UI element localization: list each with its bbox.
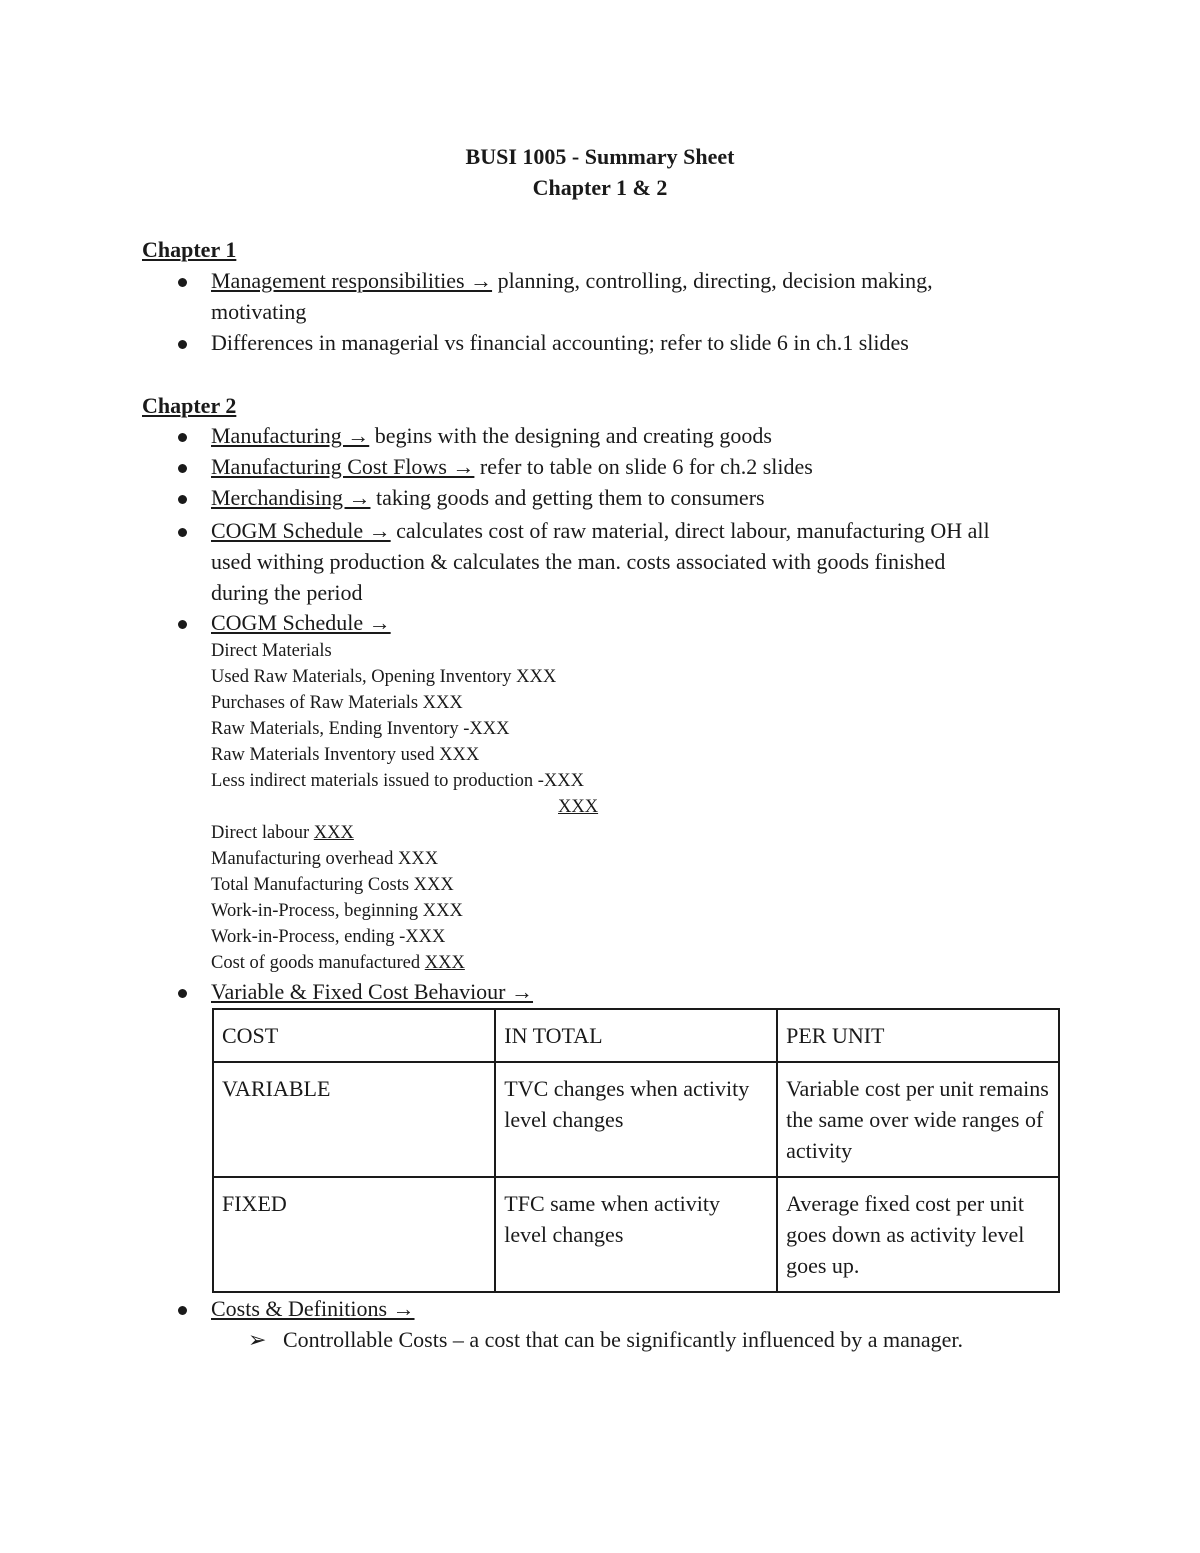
bullet-icon xyxy=(178,989,187,998)
bullet-icon xyxy=(178,620,187,629)
schedule-line: Work-in-Process, ending -XXX xyxy=(211,927,446,947)
schedule-line: Less indirect materials issued to production -XXX xyxy=(211,771,584,791)
schedule-line: Work-in-Process, beginning XXX xyxy=(211,901,463,921)
ch2-sub-bullet: Controllable Costs – a cost that can be significantly influenced by a manager. xyxy=(283,1327,963,1352)
ch2-bullet-7 xyxy=(211,1296,415,1322)
bullet-icon xyxy=(178,464,187,473)
bullet-icon xyxy=(178,278,187,287)
table-cell: TFC same when activity level changes xyxy=(495,1177,777,1292)
table-header-cell: PER UNIT xyxy=(777,1009,1059,1062)
schedule-value: XXX xyxy=(313,823,354,843)
ch2-b7-link: Costs & Definitions → xyxy=(211,1296,415,1321)
ch2-bullet-4-cont2: during the period xyxy=(211,580,363,605)
table-cell: FIXED xyxy=(213,1177,495,1292)
cost-behaviour-table xyxy=(212,1008,1060,1293)
table-row xyxy=(213,1009,1059,1062)
document-title: BUSI 1005 - Summary Sheet xyxy=(465,144,735,169)
ch2-b3-text: taking goods and getting them to consumers xyxy=(370,485,765,510)
schedule-label: Cost of goods manufactured xyxy=(211,953,425,973)
ch2-b4-link: COGM Schedule → xyxy=(211,518,391,543)
ch1-bullet-1-cont: motivating xyxy=(211,299,307,324)
ch2-b3-link: Merchandising → xyxy=(211,485,371,510)
ch2-bullet-4 xyxy=(211,518,990,544)
schedule-line: Total Manufacturing Costs XXX xyxy=(211,875,454,895)
ch2-b1-text: begins with the designing and creating goods xyxy=(369,423,772,448)
schedule-line: Manufacturing overhead XXX xyxy=(211,849,439,869)
bullet-icon xyxy=(178,495,187,504)
table-header-cell: IN TOTAL xyxy=(495,1009,777,1062)
ch2-bullet-2 xyxy=(211,454,813,480)
schedule-line: Purchases of Raw Materials XXX xyxy=(211,693,463,713)
table-row xyxy=(213,1177,1059,1292)
table-cell: TVC changes when activity level changes xyxy=(495,1062,777,1177)
schedule-line: Raw Materials, Ending Inventory -XXX xyxy=(211,719,510,739)
ch2-b2-link: Manufacturing Cost Flows → xyxy=(211,454,475,479)
schedule-line xyxy=(211,953,465,974)
schedule-line xyxy=(211,823,354,844)
bullet-icon xyxy=(178,1306,187,1315)
schedule-value: XXX xyxy=(424,953,465,973)
table-cell: Variable cost per unit remains the same over wide ranges of activity xyxy=(777,1062,1059,1177)
ch2-b6-link: Variable & Fixed Cost Behaviour → xyxy=(211,979,534,1004)
table-cell: VARIABLE xyxy=(213,1062,495,1177)
ch2-b5-link: COGM Schedule → xyxy=(211,610,391,635)
ch2-bullet-4-cont1: used withing production & calculates the man. costs associated with goods finished xyxy=(211,549,946,574)
bullet-icon xyxy=(178,340,187,349)
ch1-b1-text: planning, controlling, directing, decision making, xyxy=(492,268,933,293)
ch2-b4-text: calculates cost of raw material, direct labour, manufacturing OH all xyxy=(390,518,990,543)
bullet-icon xyxy=(178,433,187,442)
chapter-2-heading: Chapter 2 xyxy=(142,393,237,418)
table-header-cell: COST xyxy=(213,1009,495,1062)
ch2-bullet-6 xyxy=(211,979,533,1005)
ch2-b2-text: refer to table on slide 6 for ch.2 slides xyxy=(474,454,813,479)
schedule-line: Direct Materials xyxy=(211,641,332,661)
ch1-bullet-2: Differences in managerial vs financial accounting; refer to slide 6 in ch.1 slides xyxy=(211,330,909,355)
schedule-line: Raw Materials Inventory used XXX xyxy=(211,745,480,765)
schedule-line: Used Raw Materials, Opening Inventory XXX xyxy=(211,667,557,687)
bullet-icon xyxy=(178,528,187,537)
ch1-bullet-1 xyxy=(211,268,933,294)
table-cell: Average fixed cost per unit goes down as activity level goes up. xyxy=(777,1177,1059,1292)
ch2-b1-link: Manufacturing → xyxy=(211,423,370,448)
ch1-b1-link: Management responsibilities → xyxy=(211,268,493,293)
schedule-subtotal: XXX xyxy=(558,797,599,817)
chapter-1-heading: Chapter 1 xyxy=(142,237,237,262)
schedule-label: Direct labour xyxy=(211,823,314,843)
table-row xyxy=(213,1062,1059,1177)
ch2-bullet-1 xyxy=(211,423,772,449)
arrowhead-bullet-icon: ➢ xyxy=(248,1327,267,1352)
ch2-bullet-3 xyxy=(211,485,765,511)
document-subtitle: Chapter 1 & 2 xyxy=(532,175,668,200)
ch2-bullet-5 xyxy=(211,610,391,636)
